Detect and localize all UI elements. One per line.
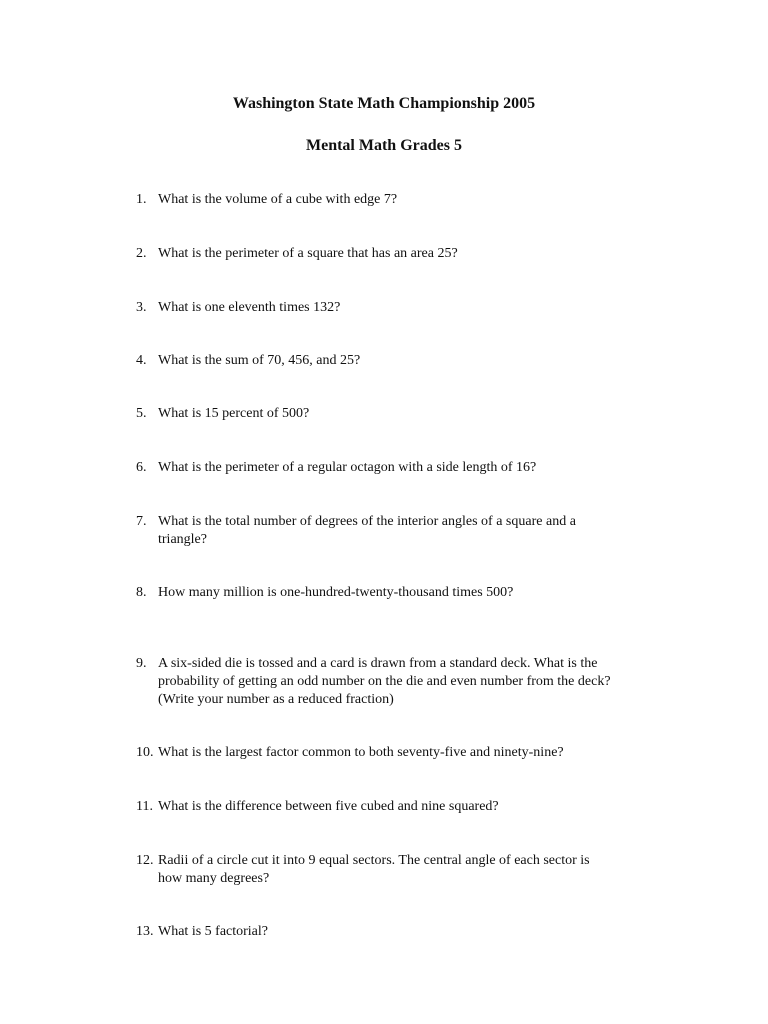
question-line: What is the perimeter of a regular octagon with a side length of 16? bbox=[158, 460, 537, 475]
question-item bbox=[136, 655, 656, 709]
question-text bbox=[158, 191, 656, 209]
question-number: 10. bbox=[136, 745, 154, 760]
question-line: What is the perimeter of a square that has an area 25? bbox=[158, 246, 458, 261]
question-text bbox=[158, 798, 656, 816]
question-item bbox=[136, 852, 656, 888]
question-text bbox=[158, 352, 656, 370]
question-text bbox=[158, 655, 656, 709]
question-number: 4. bbox=[136, 353, 147, 368]
question-text bbox=[158, 744, 656, 762]
question-line: Radii of a circle cut it into 9 equal sectors. The central angle of each sector is bbox=[158, 853, 590, 868]
question-item bbox=[136, 513, 656, 549]
document-subtitle: Mental Math Grades 5 bbox=[306, 137, 462, 154]
question-number: 6. bbox=[136, 460, 147, 475]
question-number: 2. bbox=[136, 246, 147, 261]
question-line: What is 15 percent of 500? bbox=[158, 406, 310, 421]
question-line: What is the difference between five cubed and nine squared? bbox=[158, 799, 499, 814]
question-text bbox=[158, 923, 656, 941]
question-number: 3. bbox=[136, 300, 147, 315]
question-item bbox=[136, 405, 656, 423]
question-line: What is the sum of 70, 456, and 25? bbox=[158, 353, 361, 368]
question-line: How many million is one-hundred-twenty-thousand times 500? bbox=[158, 585, 514, 600]
question-item bbox=[136, 923, 656, 941]
question-number: 12. bbox=[136, 853, 154, 868]
question-line: What is one eleventh times 132? bbox=[158, 300, 341, 315]
question-item bbox=[136, 584, 656, 602]
question-line: What is the volume of a cube with edge 7? bbox=[158, 192, 398, 207]
question-item bbox=[136, 352, 656, 370]
question-number: 9. bbox=[136, 656, 147, 671]
question-text bbox=[158, 405, 656, 423]
question-item bbox=[136, 191, 656, 209]
question-number: 7. bbox=[136, 514, 147, 529]
question-number: 11. bbox=[136, 799, 153, 814]
question-text bbox=[158, 299, 656, 317]
question-number: 8. bbox=[136, 585, 147, 600]
question-line: (Write your number as a reduced fraction) bbox=[158, 692, 394, 707]
question-line: What is the largest factor common to both seventy-five and ninety-nine? bbox=[158, 745, 564, 760]
document-title: Washington State Math Championship 2005 bbox=[232, 95, 536, 112]
question-item bbox=[136, 459, 656, 477]
question-number: 13. bbox=[136, 924, 154, 939]
question-text bbox=[158, 245, 656, 263]
question-number: 5. bbox=[136, 406, 147, 421]
question-text bbox=[158, 852, 656, 888]
question-line: What is the total number of degrees of the interior angles of a square and a bbox=[158, 514, 576, 529]
question-line: triangle? bbox=[158, 532, 207, 547]
question-line: probability of getting an odd number on the die and even number from the deck? bbox=[158, 674, 611, 689]
question-item bbox=[136, 798, 656, 816]
question-item bbox=[136, 299, 656, 317]
question-item bbox=[136, 744, 656, 762]
question-text bbox=[158, 459, 656, 477]
question-text bbox=[158, 513, 656, 549]
question-line: A six-sided die is tossed and a card is drawn from a standard deck. What is the bbox=[158, 656, 598, 671]
question-number: 1. bbox=[136, 192, 147, 207]
question-text bbox=[158, 584, 656, 602]
question-line: What is 5 factorial? bbox=[158, 924, 269, 939]
question-item bbox=[136, 245, 656, 263]
question-line: how many degrees? bbox=[158, 871, 270, 886]
